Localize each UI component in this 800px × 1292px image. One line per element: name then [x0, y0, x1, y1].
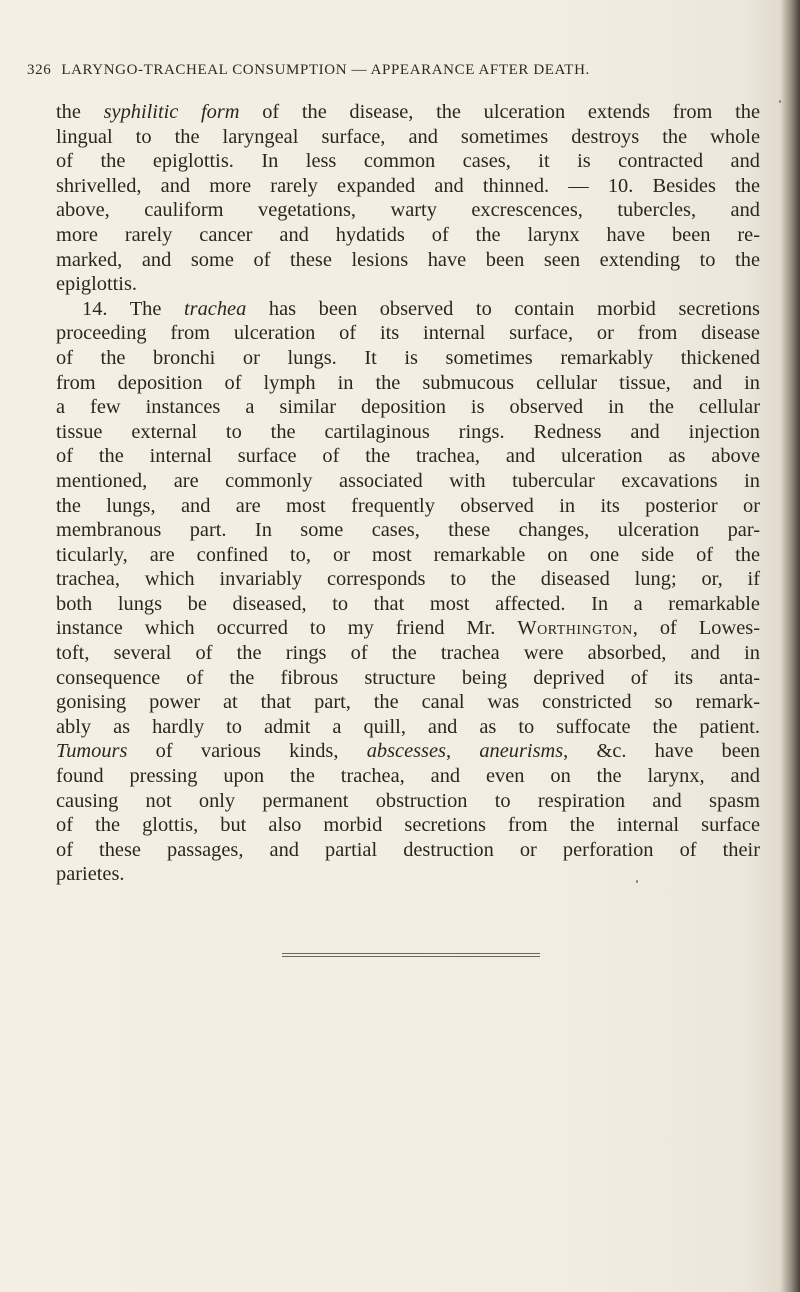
text-line: marked, and some of these lesions have been seen extending to the — [56, 248, 760, 271]
text-line: epiglottis. — [56, 273, 137, 296]
text-line: membranous part. In some cases, these changes, ulceration par- — [56, 519, 760, 542]
text-line: of the bronchi or lungs. It is sometimes remarkably thickened — [56, 346, 760, 369]
page-number: 326 — [27, 62, 52, 78]
text-line: above, cauliform vegetations, warty excrescences, tubercles, and — [56, 199, 760, 222]
section-rule — [282, 953, 540, 959]
text-line: mentioned, are commonly associated with tubercular excavations in — [56, 469, 760, 492]
text-line: shrivelled, and more rarely expanded and thinned. — 10. Besides the — [56, 174, 760, 197]
running-title: LARYNGO-TRACHEAL CONSUMPTION — APPEARANCE AFTER DEATH. — [61, 62, 590, 78]
text-line: lingual to the laryngeal surface, and sometimes destroys the whole — [56, 125, 760, 148]
text-line: of these passages, and partial destruction or perforation of their — [56, 838, 760, 861]
text-line: trachea, which invariably corresponds to the diseased lung; or, if — [56, 568, 760, 591]
text-line: toft, several of the rings of the trachea were absorbed, and in — [56, 642, 760, 665]
italic-term: trachea — [184, 297, 247, 320]
italic-term: abscesses — [366, 740, 446, 763]
text-line: of the internal surface of the trachea, and ulceration as above — [56, 445, 760, 468]
text-line: the syphilitic form of the disease, the ulceration extends from the — [56, 101, 760, 123]
page-edge-shadow — [780, 0, 800, 1292]
text-line: 14. The trachea has been observed to contain morbid secretions — [82, 297, 760, 320]
text-line: causing not only permanent obstruction to respiration and spasm — [56, 789, 760, 812]
italic-term: Tumours — [56, 740, 128, 763]
text-line: a few instances a similar deposition is observed in the cellular — [56, 396, 760, 419]
text-line: Tumours of various kinds, abscesses, aneurisms, &c. have been — [56, 740, 760, 763]
text-line: parietes. — [56, 863, 125, 886]
text-line: tissue external to the cartilaginous rings. Redness and injection — [56, 420, 760, 443]
running-head — [27, 62, 767, 79]
text-line: of the epiglottis. In less common cases, it is contracted and — [56, 150, 760, 173]
italic-term: syphilitic form — [103, 101, 240, 123]
paper-speck — [636, 880, 638, 883]
text-line: gonising power at that part, the canal was constricted so remark- — [56, 691, 760, 714]
text-line: consequence of the fibrous structure being deprived of its anta- — [56, 666, 760, 689]
body-text — [56, 100, 760, 887]
text-line: instance which occurred to my friend Mr. Worthington, of Lowes- — [56, 617, 760, 640]
text-line: the lungs, and are most frequently observed in its posterior or — [56, 494, 760, 517]
italic-term: aneurisms — [479, 740, 564, 763]
text-line: proceeding from ulceration of its internal surface, or from disease — [56, 322, 760, 345]
small-caps-name: Worthington — [517, 617, 633, 640]
text-line: both lungs be diseased, to that most affected. In a remarkable — [56, 592, 760, 615]
text-line: ticularly, are confined to, or most remarkable on one side of the — [56, 543, 760, 566]
text-line: of the glottis, but also morbid secretions from the internal surface — [56, 814, 760, 837]
text-line: found pressing upon the trachea, and even on the larynx, and — [56, 765, 760, 788]
text-line: from deposition of lymph in the submucous cellular tissue, and in — [56, 371, 760, 394]
text-line: more rarely cancer and hydatids of the larynx have been re- — [56, 223, 760, 246]
text-line: ably as hardly to admit a quill, and as to suffocate the patient. — [56, 715, 760, 738]
